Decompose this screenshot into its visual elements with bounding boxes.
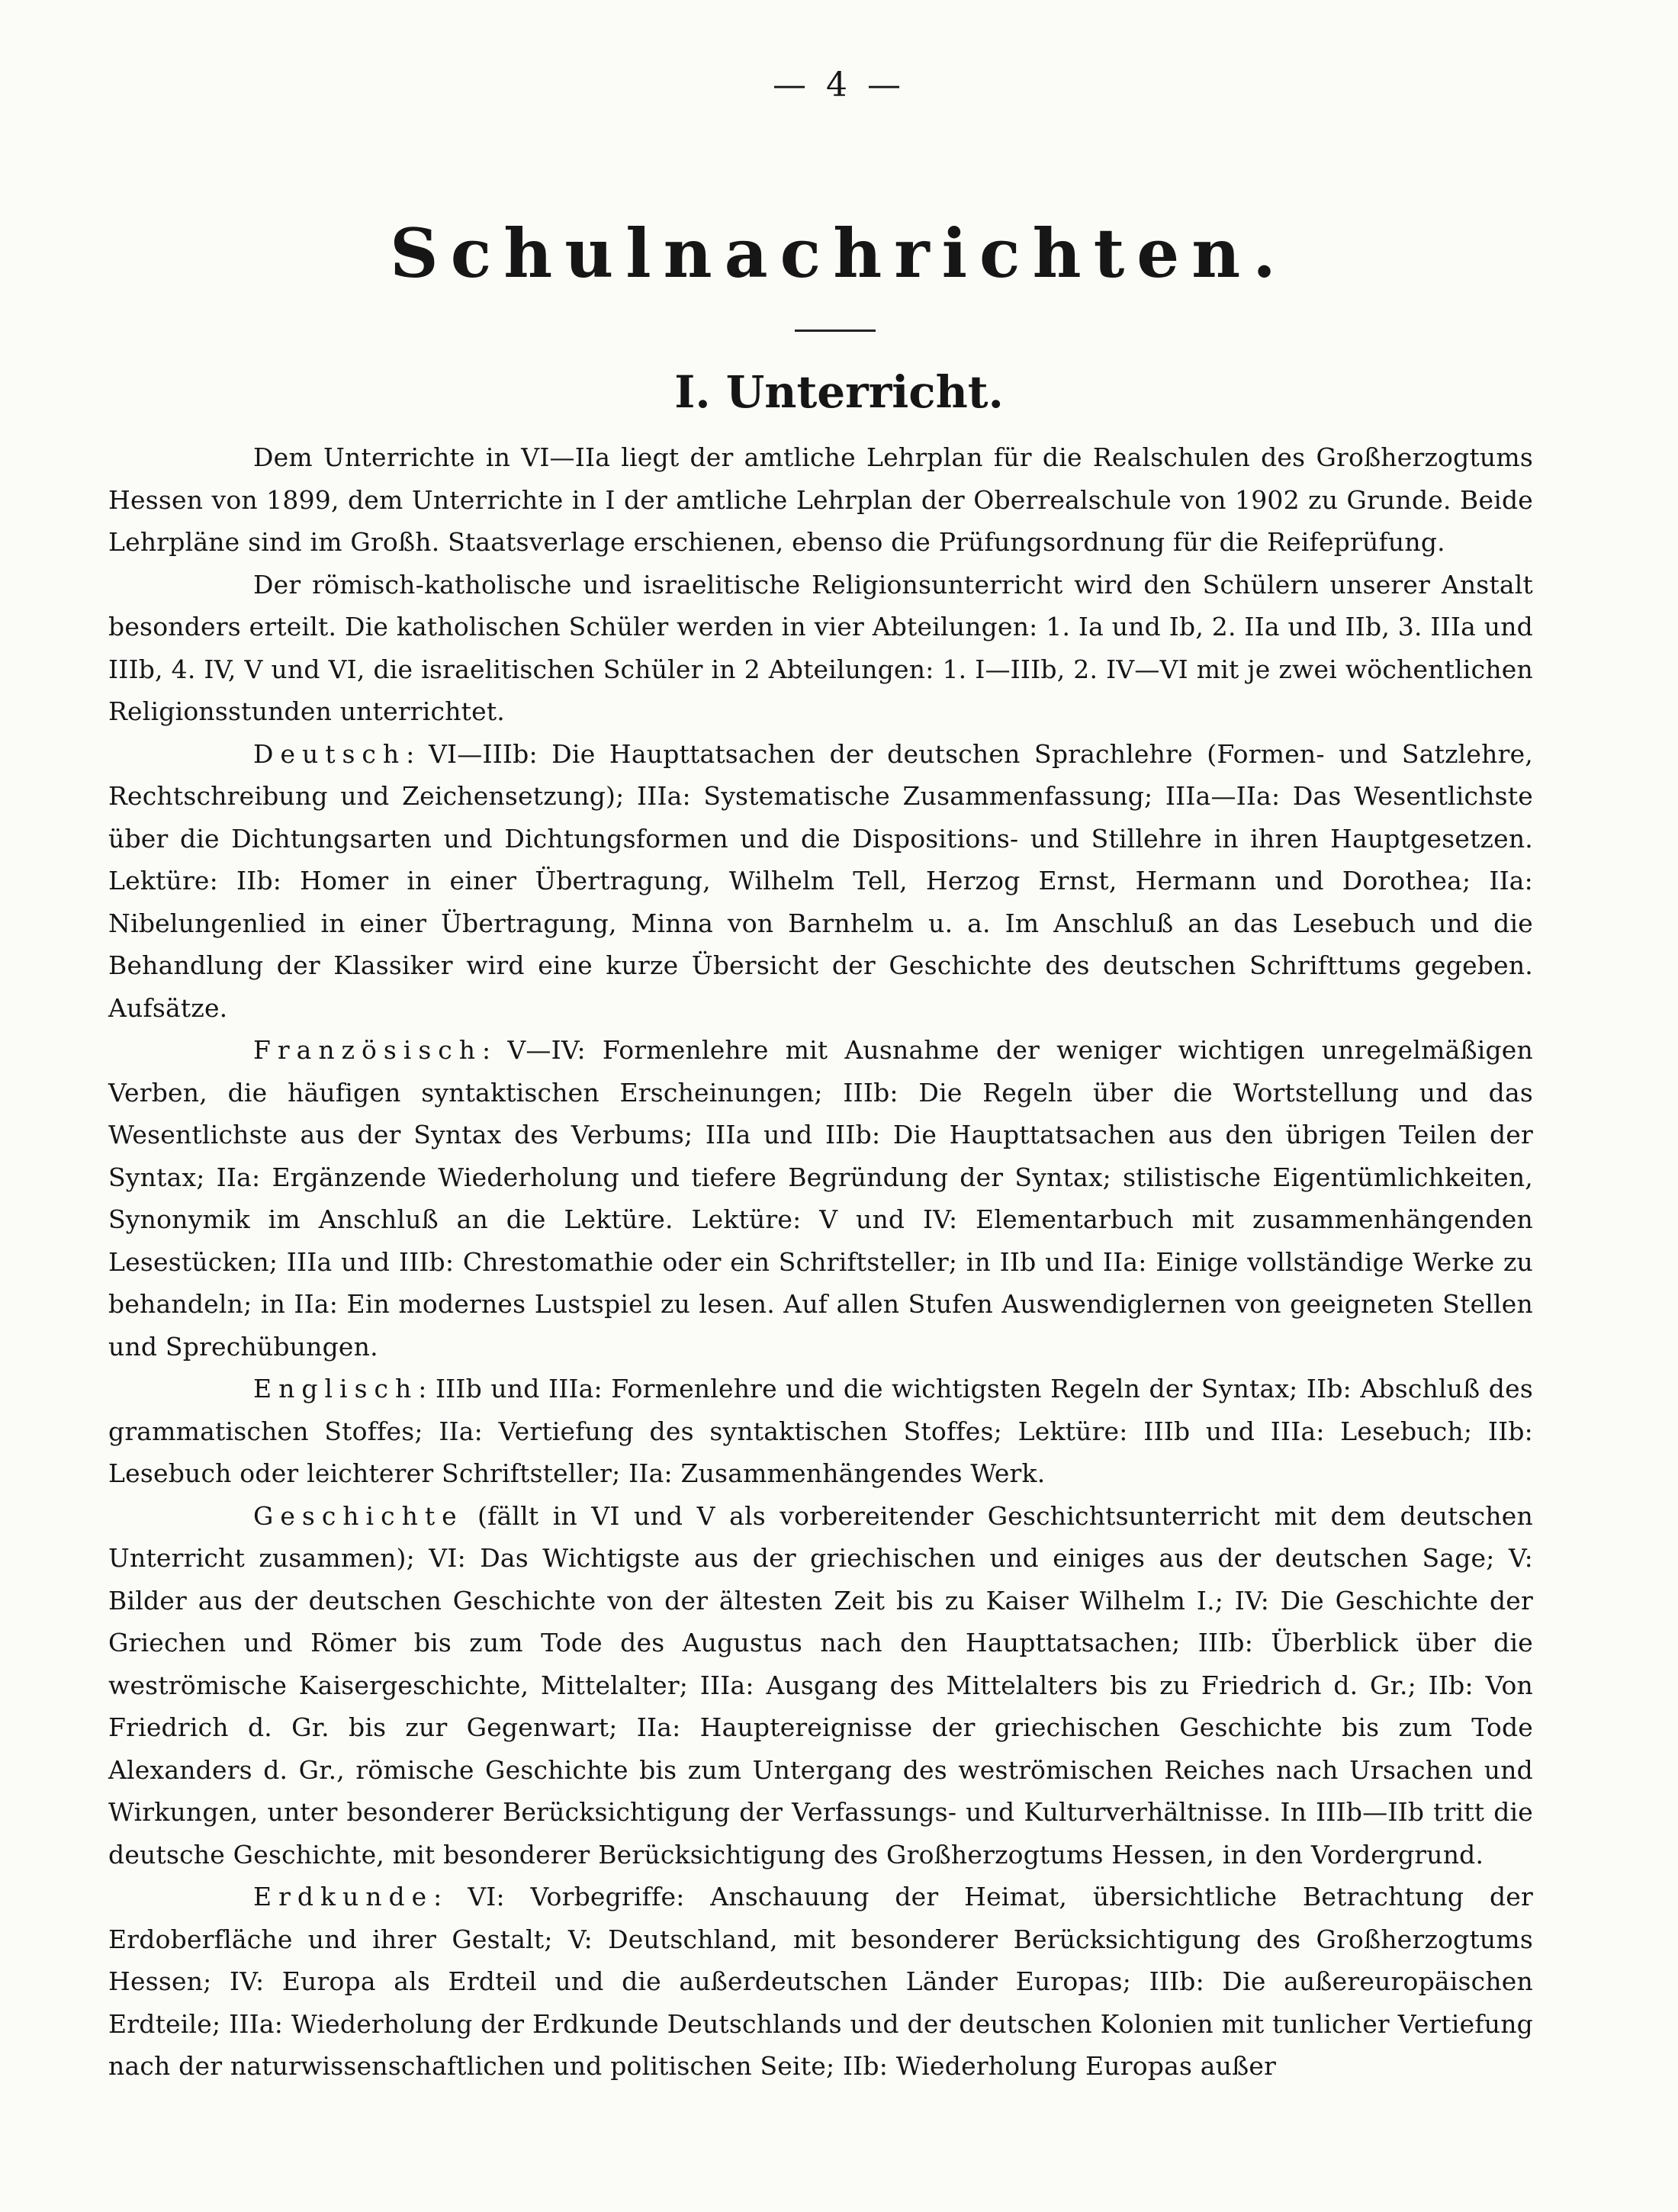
- paragraph-text: : VI—IIIb: Die Haupttatsachen der deutschen Sprachlehre (Formen- und Satzlehre, Rechtschreibung und Zeichensetzung); IIIa: Systematische Zusammenfassung; IIIa—IIa: Das Wesentlichste über die Dichtungsarten und Dichtungsformen und die Dispositions- und Stillehre in ihren Hauptgesetzen. Lektüre: IIb: Homer in einer Übertragung, Wilhelm Tell, Herzog Ernst, Hermann und Dorothea; IIa: Nibelungenlied in einer Übertragung, Minna von Barnhelm u. a. Im Anschluß an das Lesebuch und die Behandlung der Klassiker wird eine kurze Übersicht der Geschichte des deutschen Schrifttums gegeben. Aufsätze.: [108, 738, 1533, 1023]
- subject-label: Erdkunde: [253, 1882, 434, 1911]
- paragraph-text: : V—IV: Formenlehre mit Ausnahme der weniger wichtigen unregelmäßigen Verben, die häufigen syntaktischen Erscheinungen; IIIb: Die Regeln über die Wortstellung und das Wesentlichste aus der Syntax des Verbums; IIIa und IIIb: Die Haupttatsachen aus den übrigen Teilen der Syntax; IIa: Ergänzende Wiederholung und tiefere Begründung der Syntax; stilistische Eigentümlichkeiten, Synonymik im Anschluß an die Lektüre. Lektüre: V und IV: Elementarbuch mit zusammenhängenden Lesestücken; IIIa und IIIb: Chrestomathie oder ein Schriftsteller; in IIb und IIa: Einige vollständige Werke zu behandeln; in IIa: Ein modernes Lustspiel zu lesen. Auf allen Stufen Auswendiglernen von geeigneten Stellen und Sprechübungen.: [108, 1035, 1533, 1362]
- page-number: — 4 —: [773, 66, 905, 104]
- paragraph-text: : VI: Vorbegriffe: Anschauung der Heimat, übersichtliche Betrachtung der Erdoberfläche und ihrer Gestalt; V: Deutschland, mit besonderer Berücksichtigung des Großherzogtums Hessen; IV: Europa als Erdteil und die außerdeutschen Länder Europas; IIIb: Die außereuropäischen Erdteile; IIIa: Wiederholung der Erdkunde Deutschlands und der deutschen Kolonien mit tunlicher Vertiefung nach der naturwissenschaftlichen und politischen Seite; IIb: Wiederholung Europas außer: [108, 1882, 1533, 2081]
- paragraph-geschichte: [108, 1495, 1533, 1876]
- subject-label: Französisch: [253, 1035, 483, 1065]
- body-text: [108, 436, 1533, 2088]
- subject-label: Deutsch: [253, 738, 407, 769]
- subject-label: Geschichte: [253, 1500, 464, 1531]
- paragraph-text: Der römisch-katholische und israelitische Religionsunterricht wird den Schülern unserer Anstalt besonders erteilt. Die katholischen Schüler werden in vier Abteilungen: 1. Ia und Ib, 2. IIa und IIb, 3. IIIa und IIIb, 4. IV, V und VI, die israelitischen Schüler in 2 Abteilungen: 1. I—IIIb, 2. IV—VI mit je zwei wöchentlichen Religionsstunden unterrichtet.: [108, 569, 1533, 726]
- section-heading: I. Unterricht.: [674, 366, 1004, 418]
- title-divider: [795, 330, 876, 332]
- paragraph-deutsch: [108, 733, 1533, 1030]
- paragraph-text: (fällt in VI und V als vorbereitender Geschichtsunterricht mit dem deutschen Unterricht zusammen); VI: Das Wichtigste aus der griechischen und einiges aus der deutschen Sage; V: Bilder aus der deutschen Geschichte von der ältesten Zeit bis zu Kaiser Wilhelm I.; IV: Die Geschichte der Griechen und Römer bis zum Tode des Augustus nach den Haupttatsachen; IIIb: Überblick über die weströmische Kaisergeschichte, Mittelalter; IIIa: Ausgang des Mittelalters bis zu Friedrich d. Gr.; IIb: Von Friedrich d. Gr. bis zur Gegenwart; IIa: Hauptereignisse der griechischen Geschichte bis zum Tode Alexanders d. Gr., römische Geschichte bis zum Untergang des weströmischen Reiches nach Ursachen und Wirkungen, unter besonderer Berücksichtigung der Verfassungs- und Kulturverhältnisse. In IIIb—IIb tritt die deutsche Geschichte, mit besonderer Berücksichtigung des Großherzogtums Hessen, in den Vordergrund.: [108, 1500, 1533, 1870]
- paragraph-franzoesisch: [108, 1029, 1533, 1368]
- paragraph-religion: [108, 564, 1533, 733]
- paragraph-text: Dem Unterrichte in VI—IIa liegt der amtliche Lehrplan für die Realschulen des Großherzogtums Hessen von 1899, dem Unterrichte in I der amtliche Lehrplan der Oberrealschule von 1902 zu Grunde. Beide Lehrpläne sind im Großh. Staatsverlage erschienen, ebenso die Prüfungsordnung für die Reifeprüfung.: [108, 442, 1533, 557]
- paragraph-erdkunde: [108, 1876, 1533, 2088]
- paragraph-englisch: [108, 1368, 1533, 1495]
- subject-label: Englisch: [253, 1374, 419, 1403]
- page-title: Schulnachrichten.: [390, 214, 1288, 293]
- paragraph-lehrplan: [108, 436, 1533, 564]
- paragraph-text: : IIIb und IIIa: Formenlehre und die wichtigsten Regeln der Syntax; IIb: Abschluß des grammatischen Stoffes; IIa: Vertiefung des syntaktischen Stoffes; Lektüre: IIIb und IIIa: Lesebuch; IIb: Lesebuch oder leichterer Schriftsteller; IIa: Zusammenhängendes Werk.: [108, 1374, 1533, 1488]
